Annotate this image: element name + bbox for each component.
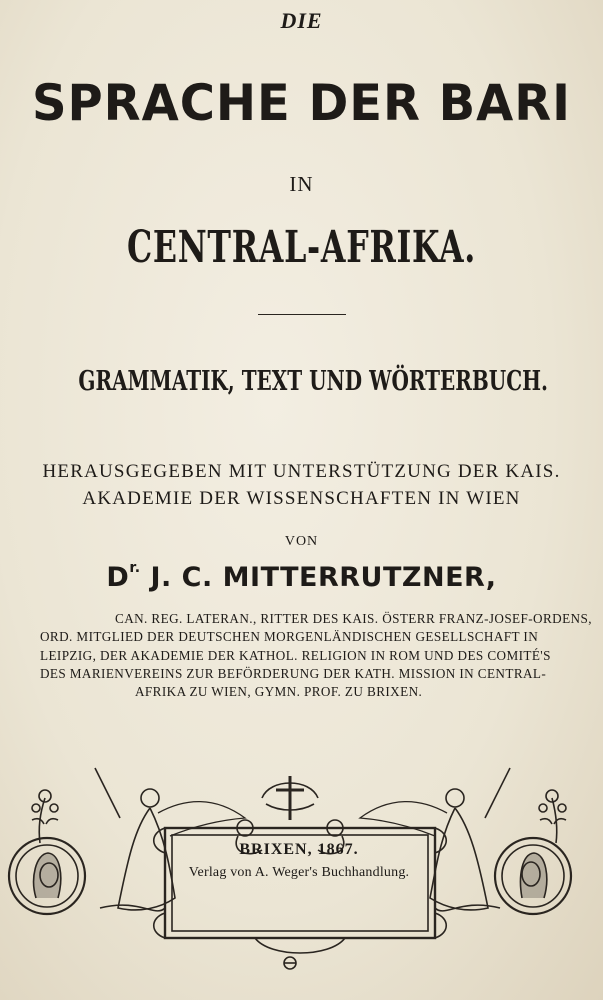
author-affiliations [40, 610, 592, 701]
right-flower-sprig [539, 790, 566, 843]
publication-note [0, 458, 603, 512]
title-preposition: IN [289, 172, 314, 196]
imprint [178, 841, 420, 881]
main-title: SPRACHE DER BARI [32, 74, 571, 132]
left-flower-sprig [32, 790, 58, 843]
affiliation-line: DES MARIENVEREINS ZUR BEFÖRDERUNG DER KATH. MISSION IN CENTRAL- [40, 665, 547, 681]
affiliation-line: CAN. REG. LATERAN., RITTER DES KAIS. ÖSTERR FRANZ-JOSEF-ORDENS, [115, 611, 592, 626]
publication-line: AKADEMIE DER WISSENSCHAFTEN IN WIEN [82, 488, 521, 509]
affiliation-line: AFRIKA ZU WIEN, GYMN. PROF. ZU BRIXEN. [135, 684, 423, 700]
affiliation-line: LEIPZIG, DER AKADEMIE DER KATHOL. RELIGION IN ROM UND DES COMITÉ'S [40, 647, 551, 663]
left-angel [95, 768, 245, 910]
imprint-publisher: Verlag von A. Weger's Buchhandlung. [188, 865, 410, 880]
subtitle: GRAMMATIK, TEXT UND WÖRTERBUCH. [78, 366, 548, 397]
central-cross [262, 776, 318, 820]
region-title: CENTRAL-AFRIKA. [126, 222, 477, 273]
author-prefix: D [106, 562, 130, 593]
title-article: DIE [280, 8, 323, 33]
by-line: VON [284, 534, 319, 549]
author-prefix-sup: r. [129, 560, 141, 576]
right-medallion-portrait [495, 838, 571, 914]
author-name [0, 562, 603, 593]
imprint-place-date: BRIXEN, 1867. [239, 841, 359, 858]
author-full-name: J. C. MITTERRUTZNER, [150, 562, 497, 593]
left-medallion-portrait [9, 838, 85, 914]
title-divider [258, 314, 346, 315]
affiliation-line: ORD. MITGLIED DER DEUTSCHEN MORGENLÄNDISCHEN GESELLSCHAFT IN [40, 629, 539, 645]
publication-line: HERAUSGEGEBEN MIT UNTERSTÜTZUNG DER KAIS. [42, 461, 561, 482]
